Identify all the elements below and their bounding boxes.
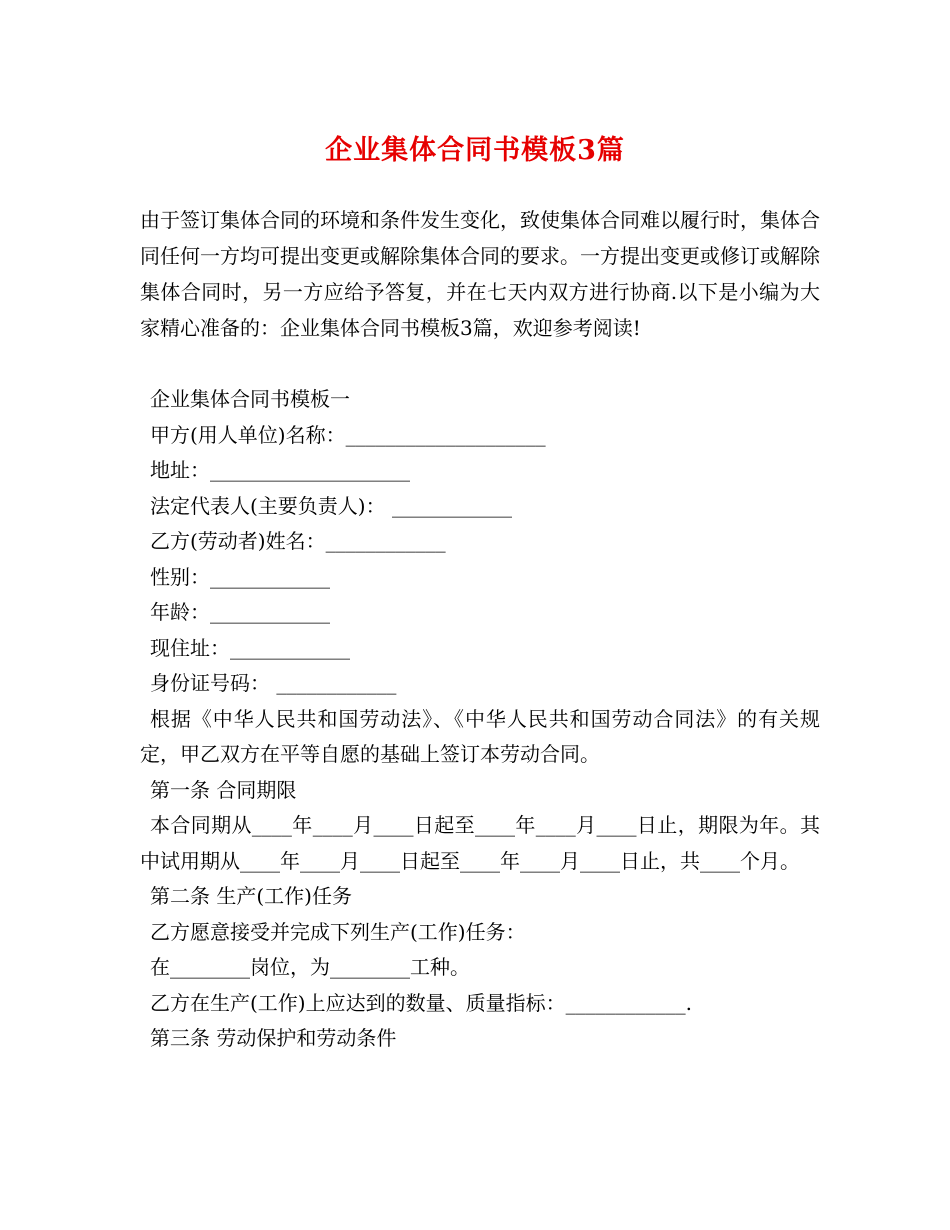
party-a-field: 甲方(用人单位)名称：____________________ xyxy=(150,422,546,447)
gender-field: 性别：____________ xyxy=(150,564,330,589)
article2-line1: 乙方愿意接受并完成下列生产(工作)任务： xyxy=(150,919,526,944)
article2-line3: 乙方在生产(工作)上应达到的数量、质量指标：____________. xyxy=(150,990,692,1015)
intro-paragraph: 由于签订集体合同的环境和条件发生变化，致使集体合同难以履行时，集体合同任何一方均可提出变更或解除集体合同的要求。一方提出变更或修订或解除集体合同时，另一方应给予答复，并在七天内双方进行协商.以下是小编为大家精心准备的：企业集体合同书模板3篇，欢迎参考阅读! xyxy=(140,208,820,340)
party-b-field: 乙方(劳动者)姓名：____________ xyxy=(150,529,446,553)
article2-line2: 在________岗位，为________工种。 xyxy=(150,955,470,979)
id-number-field: 身份证号码： ____________ xyxy=(150,671,397,695)
age-field: 年龄：____________ xyxy=(150,600,330,624)
section-heading: 企业集体合同书模板一 xyxy=(150,387,350,411)
contract-body xyxy=(140,382,820,1057)
article3-heading: 第三条 劳动保护和劳动条件 xyxy=(150,1026,397,1050)
article1-heading: 第一条 合同期限 xyxy=(150,777,297,802)
current-address-field: 现住址：____________ xyxy=(150,635,350,660)
document-title: 企业集体合同书模板3篇 xyxy=(325,135,625,166)
article2-heading: 第二条 生产(工作)任务 xyxy=(150,884,352,908)
article1-text: 本合同期从____年____月____日起至____年____月____日止，期限为年。其中试用期从____年____月____日起至____年____月____日止，共____个月。 xyxy=(140,813,820,873)
address-field: 地址：____________________ xyxy=(150,458,410,482)
basis-paragraph: 根据《中华人民共和国劳动法》、《中华人民共和国劳动合同法》的有关规定，甲乙双方在平等自愿的基础上签订本劳动合同。 xyxy=(140,706,820,766)
legal-rep-field: 法定代表人(主要负责人)： ____________ xyxy=(150,493,512,518)
